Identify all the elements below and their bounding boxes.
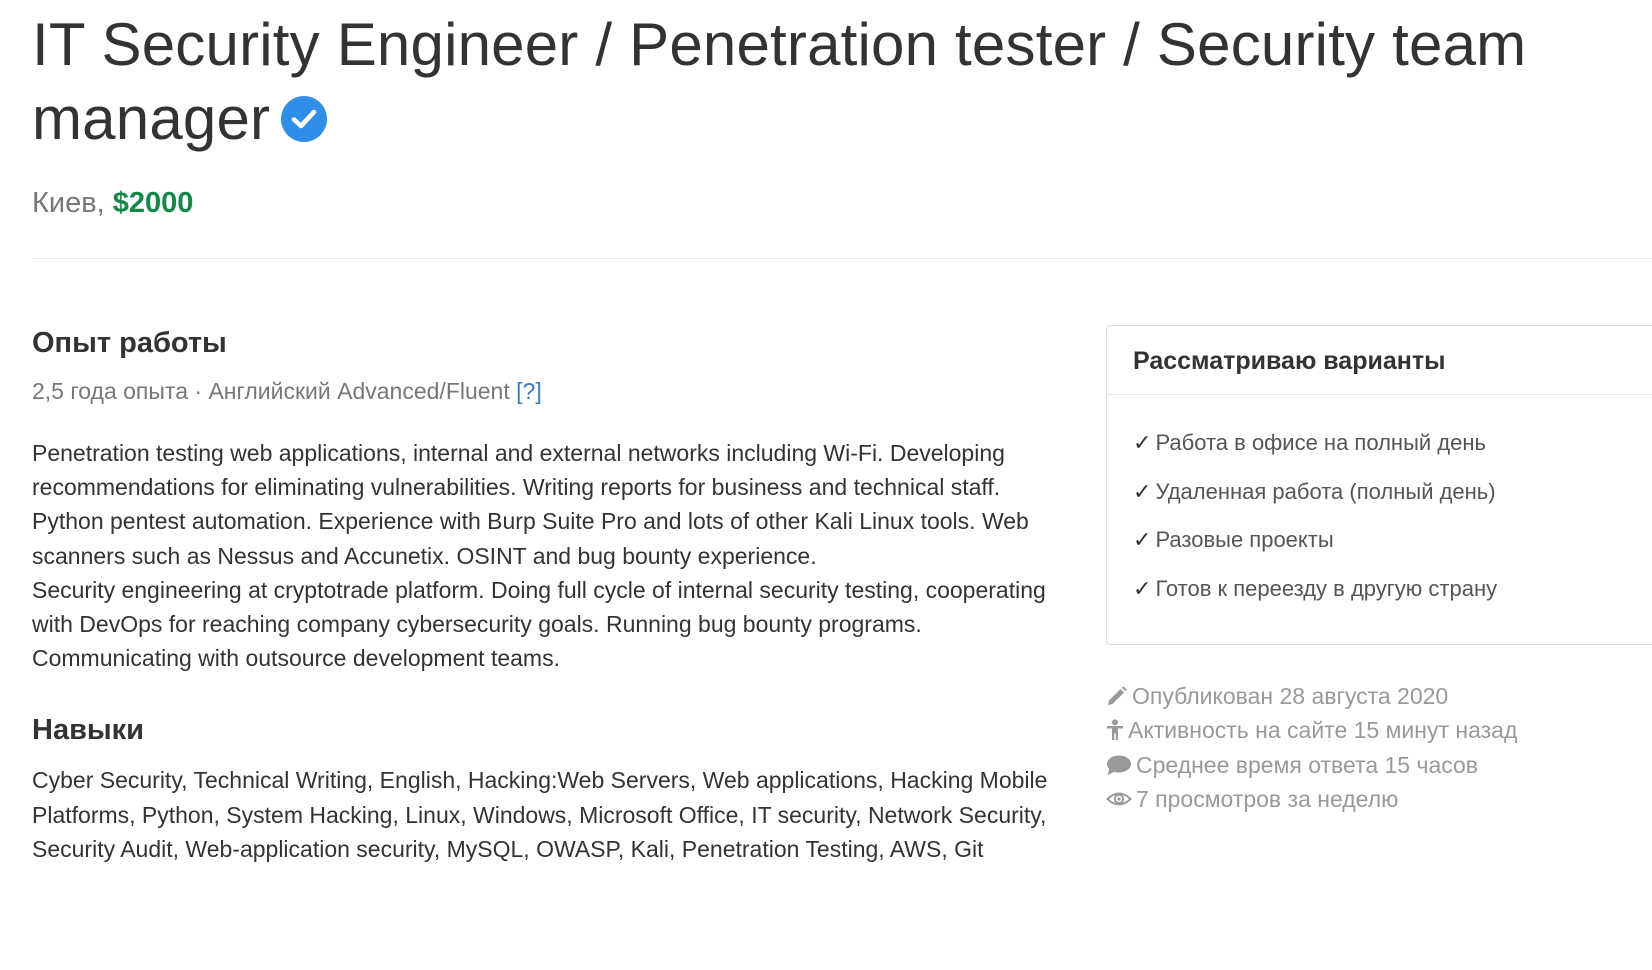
preference-label: Работа в офисе на полный день — [1155, 430, 1486, 455]
english-help-link[interactable]: [?] — [516, 378, 542, 404]
experience-description — [32, 436, 1072, 675]
published-stat — [1106, 679, 1646, 713]
experience-meta — [32, 374, 1072, 408]
job-preferences-panel — [1106, 325, 1652, 645]
job-preferences-heading: Рассматриваю варианты — [1107, 326, 1652, 395]
experience-heading: Опыт работы — [32, 327, 227, 359]
verified-badge-icon — [280, 95, 328, 143]
pencil-icon — [1106, 685, 1128, 707]
check-icon: ✓ — [1133, 430, 1152, 455]
location-salary — [32, 184, 193, 222]
salary: $2000 — [112, 187, 194, 219]
speech-bubble-icon — [1106, 754, 1132, 776]
preference-item — [1133, 426, 1652, 475]
experience-paragraph: Security engineering at cryptotrade platform. Doing full cycle of internal security testing, cooperating with DevOps for reaching company cybersecurity goals. Running bug bounty programs. Communicating with outsource development teams. — [32, 576, 1046, 672]
check-icon: ✓ — [1133, 527, 1152, 552]
response-time-stat — [1106, 748, 1646, 782]
activity-text: Активность на сайте 15 минут назад — [1128, 717, 1518, 744]
english-level: Английский Advanced/Fluent — [208, 378, 510, 404]
check-icon: ✓ — [1133, 478, 1152, 504]
preference-label: Разовые проекты — [1155, 527, 1334, 552]
profile-stats — [1106, 679, 1646, 816]
skills-list: Cyber Security, Technical Writing, English, Hacking:Web Servers, Web applications, Hacking Mobile Platforms, Python, System Hacking, Linux, Windows, Microsoft Office, IT security, Network Security, Security Audit, Web-application security, MySQL, OWASP, Kali, Penetration Testing, AWS, Git — [32, 767, 1048, 862]
response-time-text: Среднее время ответа 15 часов — [1136, 751, 1479, 778]
title-text: IT Security Engineer / Penetration tester / Security team manager — [32, 11, 1527, 152]
check-icon: ✓ — [1133, 575, 1152, 601]
activity-stat — [1106, 713, 1646, 747]
preference-label: Удаленная работа (полный день) — [1155, 478, 1496, 504]
preference-item — [1133, 523, 1652, 572]
page-title — [32, 8, 1592, 156]
preference-item — [1133, 572, 1652, 621]
views-text: 7 просмотров за неделю — [1136, 785, 1399, 812]
experience-years: 2,5 года опыта — [32, 378, 188, 404]
person-icon — [1106, 719, 1124, 741]
experience-paragraph: Penetration testing web applications, internal and external networks including Wi-Fi. Developing recommendations for eliminating vulnerabilities. Writing reports for business and technical staff. Python pentest automation. Experience with Burp Suite Pro and lots of other Kali Linux tools. Web scanners such as Nessus and Accunetix. OSINT and bug bounty experience. — [32, 440, 1029, 569]
job-preferences-list — [1107, 395, 1652, 620]
location: Киев, — [32, 187, 105, 219]
main-content — [32, 318, 1072, 866]
preference-label: Готов к переезду в другую страну — [1155, 575, 1498, 601]
published-text: Опубликован 28 августа 2020 — [1132, 683, 1449, 709]
eye-icon — [1106, 788, 1132, 810]
divider — [32, 258, 1652, 259]
views-stat — [1106, 782, 1646, 816]
skills-heading: Навыки — [32, 714, 145, 747]
preference-item — [1133, 475, 1652, 524]
meta-separator: · — [187, 378, 209, 404]
